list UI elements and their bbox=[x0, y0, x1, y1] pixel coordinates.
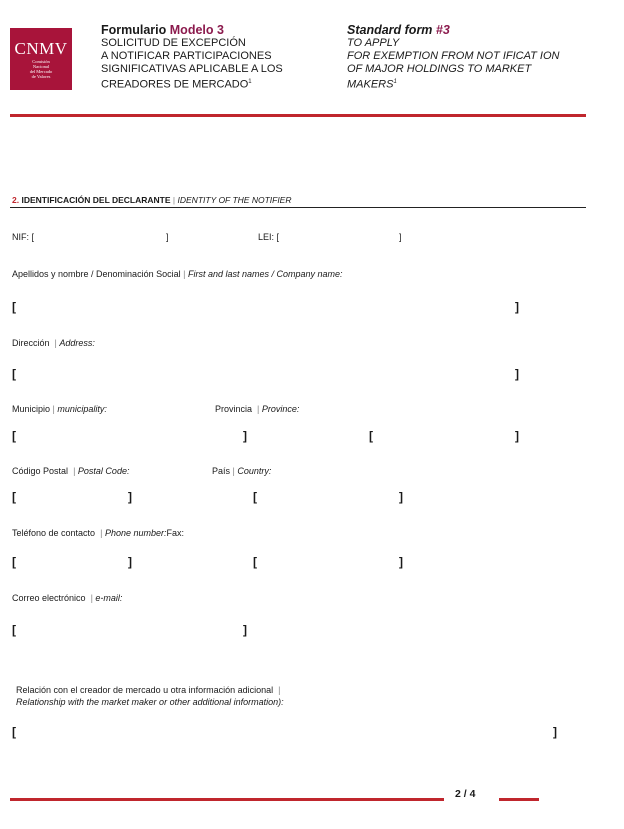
postal-bracket-open: [ bbox=[12, 490, 16, 504]
header-spanish bbox=[101, 23, 283, 92]
form-title-en: Standard form #3 bbox=[347, 23, 450, 37]
municipality-bracket-close: ] bbox=[243, 429, 247, 443]
form-subtitle-es: SOLICITUD DE EXCEPCIÓN A NOTIFICAR PARTICIPACIONES SIGNIFICATIVAS APLICABLE A LOS CREADORES DE MERCADO$^1$ bbox=[101, 37, 283, 91]
fax-bracket-close: ] bbox=[399, 555, 403, 569]
phone-bracket-open: [ bbox=[12, 555, 16, 569]
relation-bracket-close: ] bbox=[553, 725, 557, 739]
relation-bracket-open: [ bbox=[12, 725, 16, 739]
address-field[interactable] bbox=[22, 367, 512, 383]
province-bracket-close: ] bbox=[515, 429, 519, 443]
email-label: Correo electrónico | e-mail: bbox=[12, 593, 123, 603]
phone-field[interactable] bbox=[22, 555, 126, 571]
form-subtitle-en: TO APPLY FOR EXEMPTION FROM NOT IFICAT ION OF MAJOR HOLDINGS TO MARKET MAKERS$^1$ bbox=[347, 37, 560, 91]
relation-label-es: Relación con el creador de mercado u otra información adicional | bbox=[16, 685, 281, 695]
section-rule bbox=[10, 207, 586, 208]
phone-label: Teléfono de contacto | Phone number:Fax: bbox=[12, 528, 184, 538]
country-bracket-open: [ bbox=[253, 490, 257, 504]
municipality-label: Municipio | municipality: bbox=[12, 404, 107, 414]
header-english bbox=[347, 23, 559, 92]
nif-label: NIF: [ bbox=[12, 232, 34, 242]
email-field[interactable] bbox=[22, 623, 240, 639]
email-bracket-open: [ bbox=[12, 623, 16, 637]
address-label: Dirección | Address: bbox=[12, 338, 95, 348]
name-label: Apellidos y nombre / Denominación Social | First and last names / Company name: bbox=[12, 269, 343, 279]
footer-rule-right bbox=[499, 798, 539, 801]
lei-bracket-close: ] bbox=[399, 232, 402, 242]
fax-field[interactable] bbox=[263, 555, 396, 571]
section-heading: 2. IDENTIFICACIÓN DEL DECLARANTE | IDENTITY OF THE NOTIFIER bbox=[12, 195, 292, 205]
phone-bracket-close: ] bbox=[128, 555, 132, 569]
country-field[interactable] bbox=[263, 490, 396, 506]
logo-subtitle: Comisión Nacional del Mercado de Valores bbox=[29, 59, 53, 79]
province-label: Provincia | Province: bbox=[215, 404, 300, 414]
relation-field[interactable] bbox=[22, 725, 550, 741]
postal-code-label: Código Postal | Postal Code: bbox=[12, 466, 130, 476]
nif-bracket-close: ] bbox=[166, 232, 169, 242]
page-number: 2 / 4 bbox=[455, 788, 476, 800]
province-bracket-open: [ bbox=[369, 429, 373, 443]
email-bracket-close: ] bbox=[243, 623, 247, 637]
lei-field[interactable] bbox=[280, 228, 398, 242]
municipality-bracket-open: [ bbox=[12, 429, 16, 443]
province-field[interactable] bbox=[379, 429, 512, 445]
lei-label: LEI: [ bbox=[258, 232, 280, 242]
name-bracket-open: [ bbox=[12, 300, 16, 314]
name-bracket-close: ] bbox=[515, 300, 519, 314]
address-bracket-close: ] bbox=[515, 367, 519, 381]
footer-rule-left bbox=[10, 798, 444, 801]
address-bracket-open: [ bbox=[12, 367, 16, 381]
relation-label-en: Relationship with the market maker or other additional information): bbox=[16, 697, 284, 707]
country-label: País | Country: bbox=[212, 466, 272, 476]
header-divider bbox=[10, 114, 586, 117]
form-title-es: Formulario Modelo 3 bbox=[101, 23, 224, 37]
municipality-field[interactable] bbox=[22, 429, 240, 445]
nif-field[interactable] bbox=[20, 228, 166, 242]
cnmv-logo bbox=[10, 28, 72, 90]
fax-bracket-open: [ bbox=[253, 555, 257, 569]
postal-code-field[interactable] bbox=[22, 490, 126, 506]
country-bracket-close: ] bbox=[399, 490, 403, 504]
logo-mark: CNMV bbox=[14, 39, 68, 58]
postal-bracket-close: ] bbox=[128, 490, 132, 504]
name-field[interactable] bbox=[22, 300, 512, 316]
